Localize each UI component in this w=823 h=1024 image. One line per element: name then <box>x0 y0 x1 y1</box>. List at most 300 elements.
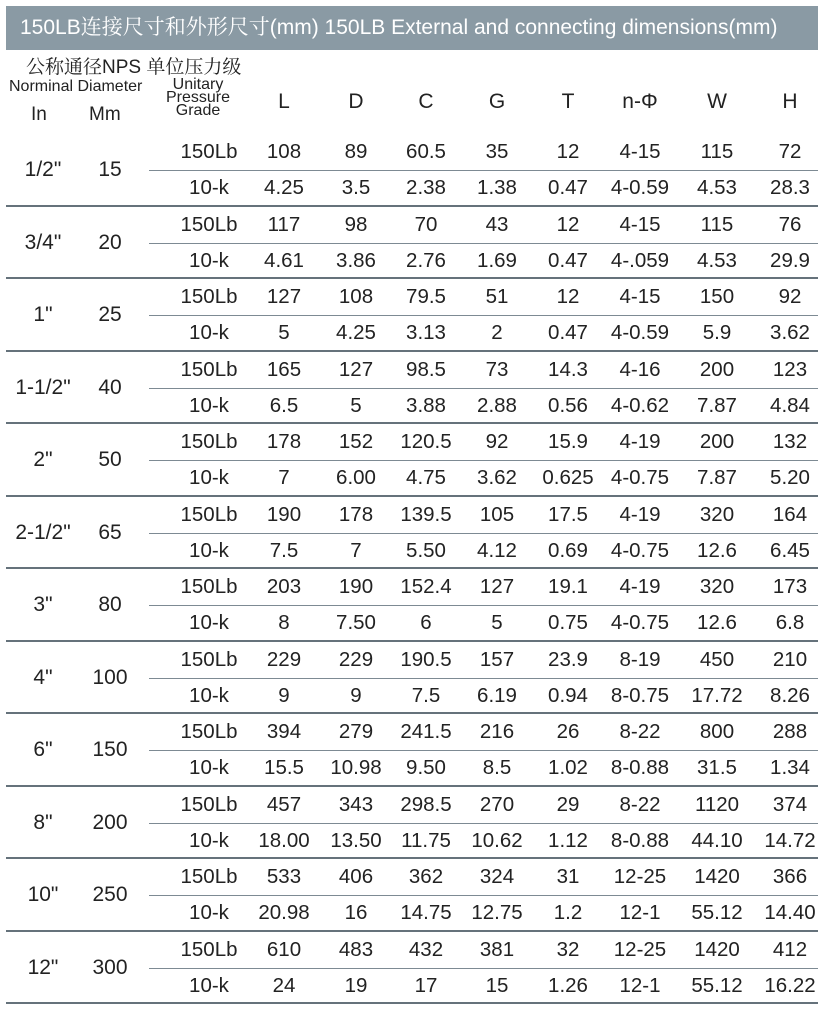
pressure-grade-cell: 10-k <box>189 393 229 417</box>
value-cell: 2.88 <box>477 393 517 417</box>
value-cell: 8.5 <box>482 756 512 779</box>
value-cell: 394 <box>266 720 302 743</box>
table-row <box>149 787 818 823</box>
value-cell: 0.94 <box>548 683 588 707</box>
value-cell: 3.13 <box>406 321 446 344</box>
value-cell: 14.40 <box>764 901 816 924</box>
value-cell: 164 <box>772 502 808 526</box>
value-cell: 12 <box>556 212 580 236</box>
value-cell: 6.5 <box>269 393 299 417</box>
nominal-in-cell: 8" <box>33 810 53 834</box>
value-cell: 24 <box>272 973 296 997</box>
table-row <box>149 134 818 170</box>
value-cell: 17 <box>414 973 438 997</box>
table-row <box>149 569 818 605</box>
value-cell: 29 <box>556 792 580 816</box>
value-cell: 9.50 <box>406 756 446 779</box>
pressure-grade-cell: 150Lb <box>180 937 238 961</box>
pressure-grade-cell: 150Lb <box>180 720 238 743</box>
pressure-grade-cell: 150Lb <box>180 357 238 381</box>
value-cell: 108 <box>338 285 374 308</box>
row-divider <box>149 388 818 389</box>
column-header: W <box>707 90 727 113</box>
size-group <box>6 859 818 932</box>
value-cell: 2 <box>491 321 503 344</box>
value-cell: 79.5 <box>406 285 446 308</box>
size-group <box>6 497 818 570</box>
size-group <box>6 932 818 1005</box>
value-cell: 16.22 <box>764 973 816 997</box>
value-cell: 15.9 <box>548 430 588 453</box>
value-cell: 4.75 <box>406 466 446 489</box>
value-cell: 55.12 <box>691 901 743 924</box>
nominal-in-cell: 4" <box>33 665 53 689</box>
pressure-grade-cell: 10-k <box>189 611 229 634</box>
unit-line: Unitary <box>172 76 224 93</box>
value-cell: 5 <box>278 321 290 344</box>
value-cell: 92 <box>778 285 802 308</box>
pressure-grade-cell: 150Lb <box>180 212 238 236</box>
value-cell: 92 <box>485 430 509 453</box>
value-cell: 72 <box>778 140 802 163</box>
nominal-in-cell: 2-1/2" <box>15 520 71 544</box>
value-cell: 0.625 <box>542 466 594 489</box>
value-cell: 7.5 <box>269 538 299 562</box>
value-cell: 8-0.75 <box>610 683 670 707</box>
value-cell: 14.72 <box>764 828 816 852</box>
value-cell: 5.50 <box>406 538 446 562</box>
value-cell: 17.72 <box>691 683 743 707</box>
header-in-label: In <box>31 104 47 125</box>
value-cell: 4-19 <box>619 430 661 453</box>
nominal-mm-cell: 40 <box>98 375 122 399</box>
value-cell: 7.87 <box>697 466 737 489</box>
nominal-mm-cell: 100 <box>92 665 128 689</box>
value-cell: 0.47 <box>548 176 588 199</box>
value-cell: 4.53 <box>697 176 737 199</box>
value-cell: 4-15 <box>619 140 661 163</box>
value-cell: 70 <box>414 212 438 236</box>
nominal-in-cell: 1" <box>33 303 53 326</box>
value-cell: 343 <box>338 792 374 816</box>
value-cell: 0.47 <box>548 321 588 344</box>
value-cell: 12-25 <box>613 865 667 888</box>
value-cell: 1.12 <box>548 828 588 852</box>
value-cell: 10.98 <box>330 756 382 779</box>
pressure-grade-cell: 150Lb <box>180 430 238 453</box>
table-row <box>149 207 818 243</box>
value-cell: 117 <box>267 212 301 236</box>
value-cell: 610 <box>266 937 302 961</box>
table-row <box>149 424 818 460</box>
value-cell: 8-0.88 <box>610 828 670 852</box>
pressure-grade-cell: 10-k <box>189 683 229 707</box>
value-cell: 18.00 <box>258 828 310 852</box>
value-cell: 8-0.88 <box>610 756 670 779</box>
value-cell: 7.50 <box>336 611 376 634</box>
value-cell: 1420 <box>694 937 740 961</box>
value-cell: 23.9 <box>548 647 588 671</box>
value-cell: 173 <box>772 575 808 598</box>
value-cell: 5.20 <box>770 466 810 489</box>
value-cell: 17.5 <box>548 502 588 526</box>
pressure-grade-cell: 10-k <box>189 248 229 272</box>
table-row <box>149 460 818 496</box>
table-row <box>149 678 818 714</box>
value-cell: 12-1 <box>619 973 661 997</box>
nominal-mm-cell: 50 <box>98 448 122 471</box>
value-cell: 108 <box>266 140 302 163</box>
value-cell: 150 <box>699 285 735 308</box>
value-cell: 1.38 <box>477 176 517 199</box>
value-cell: 483 <box>338 937 374 961</box>
value-cell: 152.4 <box>400 575 452 598</box>
row-divider <box>149 678 818 679</box>
value-cell: 29.9 <box>770 248 810 272</box>
value-cell: 8.26 <box>770 683 810 707</box>
value-cell: 0.47 <box>548 248 588 272</box>
value-cell: 298.5 <box>400 792 452 816</box>
pressure-grade-cell: 150Lb <box>180 140 238 163</box>
value-cell: 73 <box>485 357 509 381</box>
table-row <box>149 859 818 895</box>
pressure-grade-cell: 150Lb <box>180 285 238 308</box>
row-divider <box>149 750 818 751</box>
value-cell: 12.6 <box>697 538 737 562</box>
value-cell: 8-22 <box>619 720 661 743</box>
value-cell: 320 <box>699 502 735 526</box>
pressure-grade-cell: 150Lb <box>180 865 238 888</box>
value-cell: 0.75 <box>548 611 588 634</box>
value-cell: 1.34 <box>770 756 810 779</box>
nominal-in-cell: 1/2" <box>24 158 62 181</box>
value-cell: 43 <box>485 212 509 236</box>
value-cell: 4-19 <box>619 575 661 598</box>
pressure-grade-cell: 150Lb <box>180 502 238 526</box>
value-cell: 4.25 <box>264 176 304 199</box>
row-divider <box>149 895 818 896</box>
value-cell: 178 <box>338 502 374 526</box>
value-cell: 20.98 <box>258 901 310 924</box>
value-cell: 7 <box>278 466 290 489</box>
nominal-in-cell: 12" <box>27 955 59 979</box>
value-cell: 98.5 <box>406 357 446 381</box>
row-divider <box>149 605 818 606</box>
nominal-mm-cell: 200 <box>92 810 128 834</box>
value-cell: 7.87 <box>697 393 737 417</box>
size-group <box>6 134 818 207</box>
pressure-grade-cell: 10-k <box>189 321 229 344</box>
value-cell: 362 <box>408 865 444 888</box>
value-cell: 320 <box>699 575 735 598</box>
value-cell: 31.5 <box>697 756 737 779</box>
pressure-grade-cell: 10-k <box>189 756 229 779</box>
value-cell: 10.62 <box>471 828 523 852</box>
value-cell: 12.75 <box>471 901 523 924</box>
value-cell: 190 <box>266 502 302 526</box>
table-row <box>149 932 818 968</box>
value-cell: 12 <box>556 140 580 163</box>
value-cell: 4.53 <box>697 248 737 272</box>
value-cell: 3.5 <box>341 176 371 199</box>
value-cell: 3.62 <box>770 321 810 344</box>
size-group <box>6 642 818 715</box>
table-row <box>149 823 818 859</box>
row-divider <box>149 533 818 534</box>
nominal-in-cell: 6" <box>33 738 53 761</box>
value-cell: 4.84 <box>770 393 810 417</box>
nominal-in-cell: 3/4" <box>24 230 62 254</box>
value-cell: 4.25 <box>336 321 376 344</box>
row-divider <box>149 170 818 171</box>
value-cell: 4.61 <box>264 248 304 272</box>
unit-line: Grade <box>175 102 221 119</box>
value-cell: 4-16 <box>619 357 661 381</box>
value-cell: 1.2 <box>553 901 583 924</box>
value-cell: 4-0.75 <box>610 538 670 562</box>
value-cell: 1.02 <box>548 756 588 779</box>
table-row <box>149 605 818 641</box>
column-header: T <box>561 90 575 113</box>
value-cell: 4.12 <box>477 538 517 562</box>
row-divider <box>149 823 818 824</box>
value-cell: 35 <box>485 140 509 163</box>
table-row <box>149 497 818 533</box>
value-cell: 3.88 <box>406 393 446 417</box>
value-cell: 127 <box>338 357 374 381</box>
nominal-in-cell: 3" <box>33 593 53 616</box>
value-cell: 12.6 <box>697 611 737 634</box>
value-cell: 4-19 <box>619 502 661 526</box>
value-cell: 127 <box>479 575 515 598</box>
row-divider <box>149 315 818 316</box>
row-divider <box>149 460 818 461</box>
header-mm-label: Mm <box>89 104 121 125</box>
value-cell: 533 <box>266 865 302 888</box>
value-cell: 98 <box>344 212 368 236</box>
nominal-in-cell: 2" <box>33 448 53 471</box>
value-cell: 5.9 <box>702 321 732 344</box>
value-cell: 15 <box>485 973 509 997</box>
nominal-mm-cell: 20 <box>98 230 122 254</box>
value-cell: 15.5 <box>264 756 304 779</box>
value-cell: 800 <box>699 720 735 743</box>
size-group <box>6 787 818 860</box>
value-cell: 51 <box>485 285 509 308</box>
value-cell: 89 <box>344 140 368 163</box>
unit-line: Pressure <box>165 89 231 106</box>
column-header: D <box>348 90 364 113</box>
table-row <box>149 279 818 315</box>
value-cell: 14.75 <box>400 901 452 924</box>
value-cell: 6.00 <box>336 466 376 489</box>
pressure-grade-cell: 150Lb <box>180 575 238 598</box>
value-cell: 8-22 <box>619 792 661 816</box>
pressure-grade-cell: 10-k <box>189 901 229 924</box>
value-cell: 2.38 <box>406 176 446 199</box>
column-header: C <box>418 90 434 113</box>
value-cell: 6.8 <box>775 611 805 634</box>
row-divider <box>149 243 818 244</box>
value-cell: 1420 <box>694 865 740 888</box>
value-cell: 9 <box>350 683 362 707</box>
value-cell: 0.69 <box>548 538 588 562</box>
table-row <box>149 352 818 388</box>
table-row <box>149 533 818 569</box>
value-cell: 120.5 <box>400 430 452 453</box>
value-cell: 12 <box>556 285 580 308</box>
value-cell: 381 <box>479 937 515 961</box>
value-cell: 3.62 <box>477 466 517 489</box>
value-cell: 7 <box>350 538 362 562</box>
value-cell: 200 <box>699 430 735 453</box>
value-cell: 55.12 <box>691 973 743 997</box>
pressure-grade-cell: 10-k <box>189 176 229 199</box>
value-cell: 4-0.75 <box>610 466 670 489</box>
value-cell: 152 <box>338 430 374 453</box>
column-header: L <box>278 90 290 113</box>
nominal-mm-cell: 80 <box>98 593 122 616</box>
column-header: H <box>782 90 798 113</box>
column-header: n-Φ <box>622 90 658 113</box>
value-cell: 279 <box>338 720 374 743</box>
nominal-mm-cell: 15 <box>98 158 122 181</box>
table-row <box>149 642 818 678</box>
value-cell: 8-19 <box>619 647 661 671</box>
pressure-grade-cell: 150Lb <box>180 647 238 671</box>
value-cell: 32 <box>556 937 580 961</box>
value-cell: 366 <box>772 865 808 888</box>
value-cell: 210 <box>772 647 808 671</box>
value-cell: 4-.059 <box>610 248 670 272</box>
value-cell: 31 <box>556 865 580 888</box>
value-cell: 216 <box>479 720 515 743</box>
value-cell: 19 <box>344 973 368 997</box>
header-cn-label: 公称通径NPS 单位压力级 <box>26 57 242 78</box>
value-cell: 457 <box>266 792 302 816</box>
value-cell: 12-25 <box>613 937 667 961</box>
value-cell: 4-15 <box>619 285 661 308</box>
table-row <box>149 170 818 206</box>
value-cell: 270 <box>479 792 515 816</box>
table-body <box>6 134 818 1004</box>
value-cell: 28.3 <box>770 176 810 199</box>
value-cell: 229 <box>266 647 302 671</box>
value-cell: 12-1 <box>619 901 661 924</box>
value-cell: 14.3 <box>548 357 588 381</box>
pressure-grade-cell: 10-k <box>189 973 229 997</box>
value-cell: 6.45 <box>770 538 810 562</box>
size-group <box>6 352 818 425</box>
header-nominal-diameter: Norminal Diameter <box>9 78 143 95</box>
group-divider <box>6 1002 818 1004</box>
value-cell: 432 <box>408 937 444 961</box>
value-cell: 16 <box>344 901 368 924</box>
table-row <box>149 714 818 750</box>
value-cell: 6.19 <box>477 683 517 707</box>
column-header: G <box>488 90 506 113</box>
value-cell: 2.76 <box>406 248 446 272</box>
size-group <box>6 714 818 787</box>
size-group <box>6 569 818 642</box>
value-cell: 105 <box>479 502 515 526</box>
value-cell: 4-0.59 <box>610 176 670 199</box>
value-cell: 76 <box>778 212 802 236</box>
table-row <box>149 968 818 1004</box>
pressure-grade-cell: 10-k <box>189 466 229 489</box>
value-cell: 165 <box>266 357 302 381</box>
size-group <box>6 207 818 280</box>
value-cell: 5 <box>350 393 362 417</box>
value-cell: 406 <box>338 865 374 888</box>
value-cell: 412 <box>772 937 808 961</box>
table-row <box>149 315 818 351</box>
value-cell: 374 <box>772 792 808 816</box>
value-cell: 200 <box>699 357 735 381</box>
value-cell: 44.10 <box>691 828 743 852</box>
nominal-mm-cell: 150 <box>92 738 128 761</box>
value-cell: 241.5 <box>400 720 452 743</box>
value-cell: 288 <box>772 720 808 743</box>
value-cell: 8 <box>278 611 290 634</box>
header-unitary-pressure-grade <box>155 78 241 117</box>
table-row <box>149 895 818 931</box>
value-cell: 1.69 <box>477 248 517 272</box>
value-cell: 190 <box>338 575 374 598</box>
value-cell: 4-0.75 <box>610 611 670 634</box>
nominal-in-cell: 1-1/2" <box>15 375 71 399</box>
size-group <box>6 424 818 497</box>
table-row <box>149 388 818 424</box>
value-cell: 6 <box>420 611 432 634</box>
pressure-grade-cell: 10-k <box>189 538 229 562</box>
value-cell: 115 <box>700 140 734 163</box>
value-cell: 157 <box>479 647 515 671</box>
table-row <box>149 750 818 786</box>
value-cell: 0.56 <box>548 393 588 417</box>
value-cell: 1120 <box>694 792 740 816</box>
value-cell: 3.86 <box>336 248 376 272</box>
table-header <box>6 50 818 134</box>
pressure-grade-cell: 10-k <box>189 828 229 852</box>
value-cell: 139.5 <box>400 502 452 526</box>
value-cell: 4-15 <box>619 212 661 236</box>
table-title: 150LB连接尺寸和外形尺寸(mm) 150LB External and connecting dimensions(mm) <box>6 6 818 50</box>
value-cell: 5 <box>491 611 503 634</box>
size-group <box>6 279 818 352</box>
value-cell: 26 <box>556 720 580 743</box>
value-cell: 7.5 <box>411 683 441 707</box>
table-row <box>149 243 818 279</box>
nominal-mm-cell: 250 <box>92 883 128 906</box>
value-cell: 132 <box>772 430 808 453</box>
nominal-mm-cell: 300 <box>92 955 128 979</box>
value-cell: 127 <box>266 285 302 308</box>
value-cell: 229 <box>338 647 374 671</box>
value-cell: 60.5 <box>406 140 446 163</box>
value-cell: 203 <box>266 575 302 598</box>
pressure-grade-cell: 150Lb <box>180 792 238 816</box>
nominal-mm-cell: 65 <box>98 520 122 544</box>
value-cell: 4-0.59 <box>610 321 670 344</box>
value-cell: 123 <box>772 357 808 381</box>
value-cell: 178 <box>266 430 302 453</box>
nominal-mm-cell: 25 <box>98 303 122 326</box>
value-cell: 4-0.62 <box>610 393 670 417</box>
row-divider <box>149 968 818 969</box>
value-cell: 1.26 <box>548 973 588 997</box>
value-cell: 115 <box>700 212 734 236</box>
